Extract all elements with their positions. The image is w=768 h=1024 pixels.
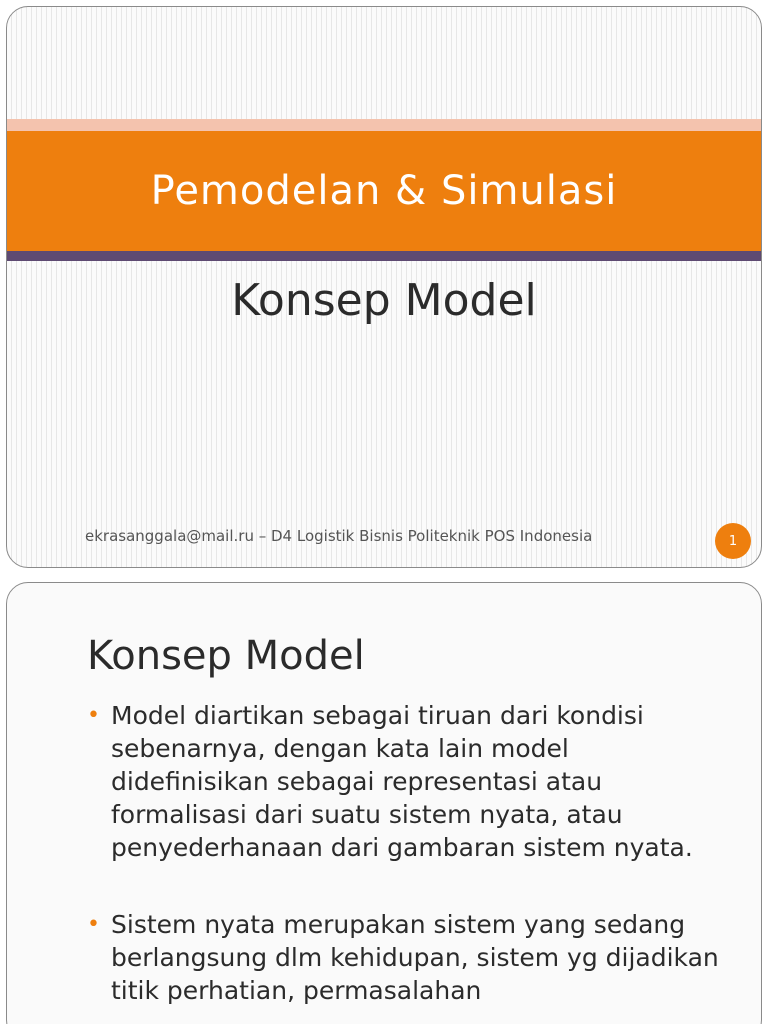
title-slide — [6, 6, 762, 568]
bullet-dot-icon: • — [87, 912, 100, 937]
bullet-text: Model diartikan sebagai tiruan dari kondisi sebenarnya, dengan kata lain model didefinisikan sebagai representasi atau formalisasi dari suatu sistem nyata, atau penyederhanaan dari gambaran sistem nyata. — [111, 701, 693, 862]
content-slide — [6, 582, 762, 1024]
slide-footer: ekrasanggala@mail.ru – D4 Logistik Bisnis Politeknik POS Indonesia — [85, 527, 593, 545]
title-band — [7, 131, 761, 251]
content-slide-title: Konsep Model — [87, 633, 365, 679]
bullet-item — [87, 908, 727, 1007]
bullet-text: Sistem nyata merupakan sistem yang sedang berlangsung dlm kehidupan, sistem yg dijadikan titik perhatian, permasalahan — [111, 910, 719, 1005]
page-number-badge: 1 — [715, 523, 751, 559]
title-band-top-stripe — [7, 119, 761, 131]
presentation-title: Pemodelan & Simulasi — [150, 168, 618, 214]
slide-subtitle: Konsep Model — [231, 275, 537, 326]
bullet-list — [87, 699, 727, 1024]
bullet-item — [87, 699, 727, 864]
bullet-dot-icon: • — [87, 703, 100, 728]
title-band-bottom-stripe — [7, 251, 761, 261]
